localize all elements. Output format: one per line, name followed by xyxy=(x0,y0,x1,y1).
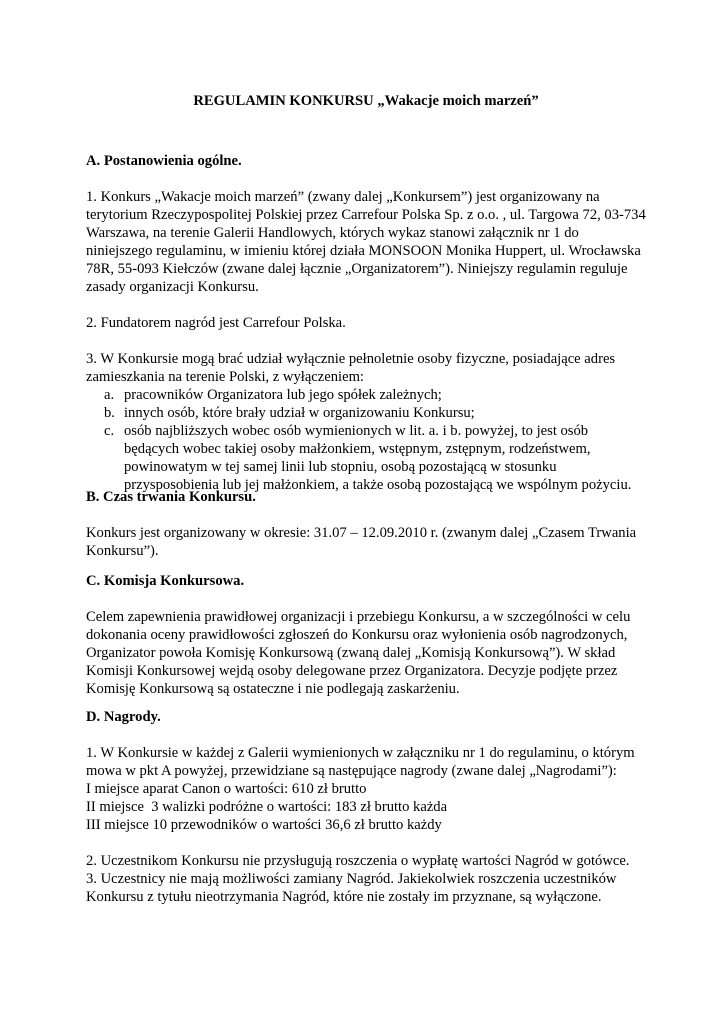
section-c-heading: C. Komisja Konkursowa. xyxy=(86,573,245,589)
section-c xyxy=(86,572,646,698)
list-item-text: innych osób, które brały udział w organizowaniu Konkursu; xyxy=(124,405,475,421)
section-d-paragraph-2: 2. Uczestnikom Konkursu nie przysługują roszczenia o wypłatę wartości Nagród w gotówce. xyxy=(86,853,630,869)
section-a-paragraph-2: 2. Fundatorem nagród jest Carrefour Polska. xyxy=(86,315,346,331)
section-b-paragraph-1: Konkurs jest organizowany w okresie: 31.07 – 12.09.2010 r. (zwanym dalej „Czasem Trwania Konkursu”). xyxy=(86,525,637,559)
list-item-text: pracowników Organizatora lub jego spółek zależnych; xyxy=(124,387,442,403)
prize-third: III miejsce 10 przewodników o wartości 36,6 zł brutto każdy xyxy=(86,817,442,833)
prize-second: II miejsce 3 walizki podróżne o wartości: 183 zł brutto każda xyxy=(86,799,448,815)
prize-first: I miejsce aparat Canon o wartości: 610 zł brutto xyxy=(86,781,367,797)
exclusion-list xyxy=(86,386,646,494)
section-a-heading: A. Postanowienia ogólne. xyxy=(86,153,242,169)
section-d-paragraph-1: 1. W Konkursie w każdej z Galerii wymienionych w załączniku nr 1 do regulaminu, o którym mowa w pkt A powyżej, przewidziane są następujące nagrody (zwane dalej „Nagrodami”): xyxy=(86,745,635,779)
list-marker: b. xyxy=(104,405,115,421)
section-a xyxy=(86,152,646,494)
list-item xyxy=(86,422,646,494)
section-d-heading: D. Nagrody. xyxy=(86,709,161,725)
section-a-paragraph-1: 1. Konkurs „Wakacje moich marzeń” (zwany dalej „Konkursem”) jest organizowany na terytorium Rzeczypospolitej Polskiej przez Carrefour Polska Sp. z o.o. , ul. Targowa 72, 03-734 Warszawa, na terenie Galerii Handlowych, których wykaz stanowi załącznik nr 1 do niniejszego regulaminu, w imieniu której działa MONSOON Monika Huppert, ul. Wrocławska 78R, 55-093 Kiełczów (zwane dalej łącznie „Organizatorem”). Niniejszy regulamin reguluje zasady organizacji Konkursu. xyxy=(86,189,646,295)
section-d-paragraph-3: 3. Uczestnicy nie mają możliwości zamiany Nagród. Jakiekolwiek roszczenia uczestników Konkursu z tytułu nieotrzymania Nagród, które nie zostały im przyznane, są wyłączone. xyxy=(86,871,617,905)
document-title: REGULAMIN KONKURSU „Wakacje moich marzeń” xyxy=(193,93,539,109)
list-item xyxy=(86,386,646,404)
list-marker: a. xyxy=(104,387,115,403)
section-b xyxy=(86,488,646,560)
section-b-heading: B. Czas trwania Konkursu. xyxy=(86,489,256,505)
list-item xyxy=(86,404,646,422)
list-item-text: osób najbliższych wobec osób wymienionych w lit. a. i b. powyżej, to jest osób będących wobec takiej osoby małżonkiem, wstępnym, zstępnym, rodzeństwem, powinowatym w tej samej linii lub stopniu, osobą pozostającą w stosunku przysposobienia lub jej małżonkiem, a także osobą pozostającą we wspólnym pożyciu. xyxy=(124,423,632,493)
section-a-paragraph-3: 3. W Konkursie mogą brać udział wyłącznie pełnoletnie osoby fizyczne, posiadające adres zamieszkania na terenie Polski, z wyłączeniem: xyxy=(86,351,616,385)
section-c-paragraph-1: Celem zapewnienia prawidłowej organizacji i przebiegu Konkursu, a w szczególności w celu dokonania oceny prawidłowości zgłoszeń do Konkursu oraz wyłonienia osób nagrodzonych, Organizator powoła Komisję Konkursową (zwaną dalej „Komisją Konkursową”). W skład Komisji Konkursowej wejdą osoby delegowane przez Organizatora. Decyzje podjęte przez Komisję Konkursową są ostateczne i nie podlegają zaskarżeniu. xyxy=(86,609,631,697)
section-d xyxy=(86,708,646,906)
list-marker: c. xyxy=(104,423,115,439)
